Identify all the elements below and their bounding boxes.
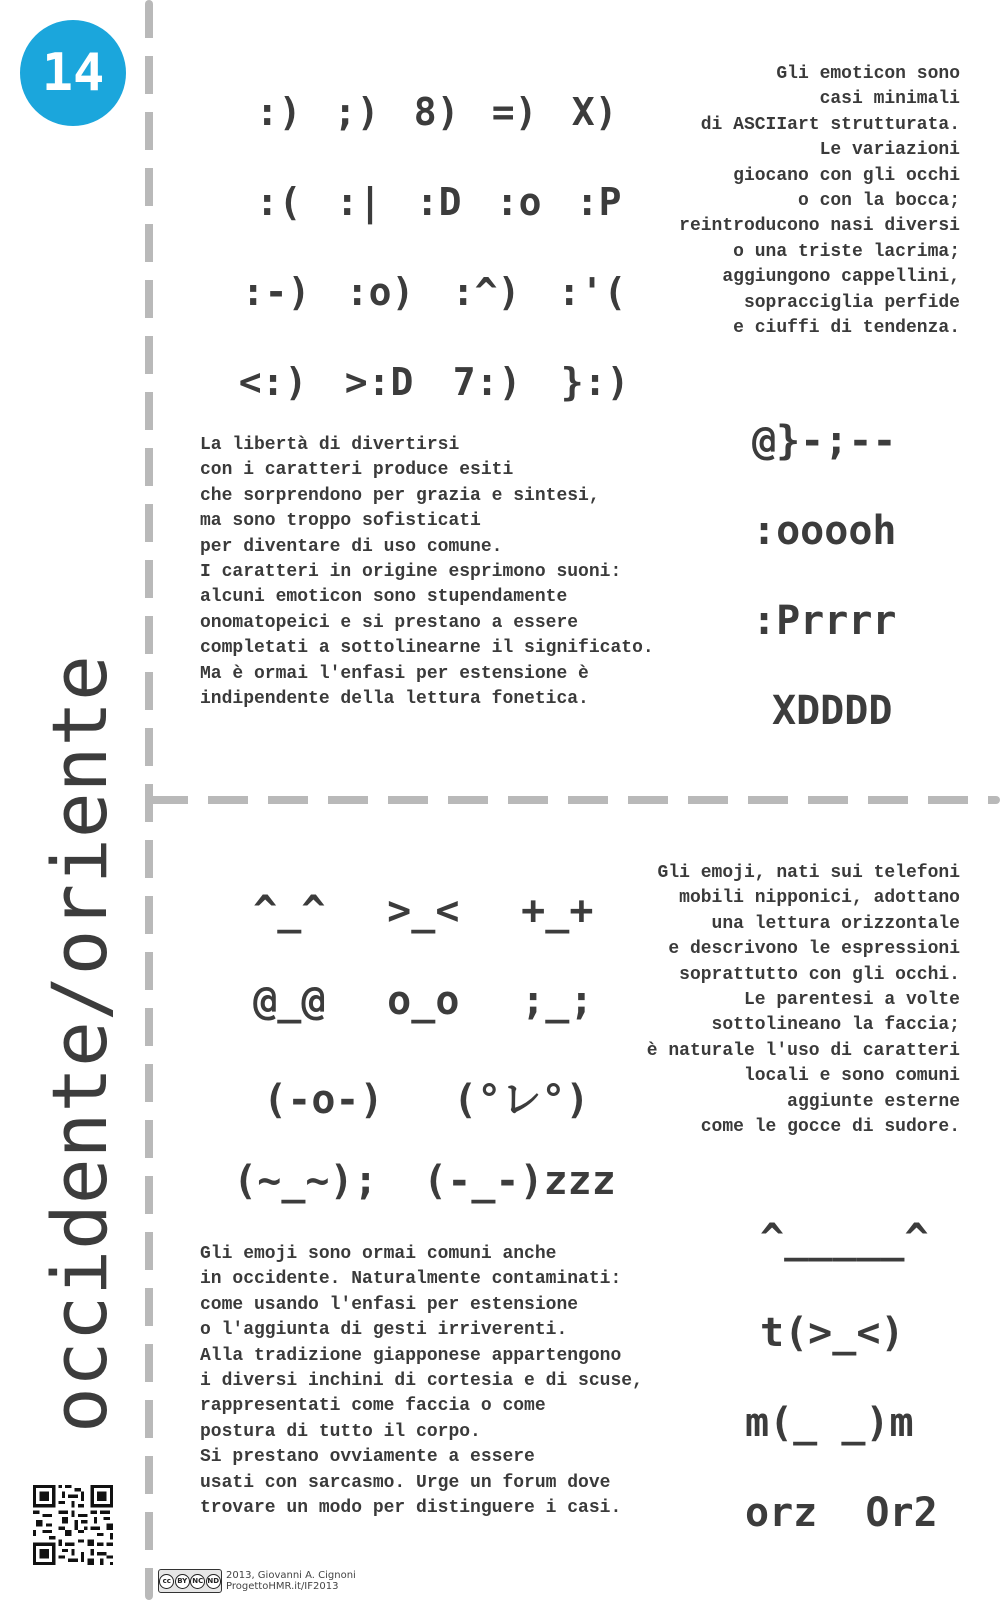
emoticon: :P (575, 180, 622, 224)
emoticon: :( (255, 180, 302, 224)
website-line: ProgettoHMR.it/IF2013 (226, 1581, 339, 1592)
emoji-row-2 (205, 932, 593, 1024)
text-line: di ASCIIart strutturata. (700, 114, 960, 135)
text-line: locali e sono comuni (743, 1066, 960, 1087)
emoji: @_@ (253, 978, 326, 1024)
freedom-description (200, 433, 654, 712)
emoticon: :^) (451, 270, 521, 314)
rose-emoticon: @}-;-- (752, 418, 897, 464)
emoticon: }:) (560, 360, 630, 404)
text-line: usati con sarcasmo. Urge un forum dove (200, 1472, 611, 1493)
page-number: 14 (41, 43, 105, 103)
emoji-row-4 (185, 1112, 616, 1204)
license-footer (158, 1569, 356, 1593)
text-line: una lettura orizzontale (711, 913, 960, 934)
emoji: o_o (387, 978, 460, 1024)
west-emoji-description (200, 1242, 643, 1521)
emoticon-row-3 (196, 226, 626, 314)
cc-icon: cc (159, 1574, 174, 1589)
text-line: sopracciglia perfide (743, 292, 960, 313)
text-line: o con la bocca; (797, 191, 960, 212)
text-line: casi minimali (819, 89, 960, 110)
emoji: (°レ°) (453, 1077, 590, 1123)
emoji-row-1 (205, 842, 593, 934)
emoji: (-_-)zzz (423, 1158, 616, 1204)
copyright-line: 2013, Giovanni A. Cignoni (226, 1570, 356, 1581)
text-line: è naturale l'uso di caratteri (646, 1040, 960, 1061)
text-line: e descrivono le espressioni (668, 939, 960, 960)
text-line: o una triste lacrima; (733, 241, 960, 262)
emoticon: <:) (238, 360, 308, 404)
ooooh-emoticon: :ooooh (752, 508, 897, 554)
emoji: ^_^ (253, 888, 326, 934)
text-line: aggiungono cappellini, (722, 267, 960, 288)
emoji: +_+ (521, 888, 594, 934)
emoticon: :D (415, 180, 462, 224)
text-line: Ma è ormai l'enfasi per estensione è (200, 663, 589, 684)
text-line: giocano con gli occhi (733, 165, 960, 186)
text-line: Alla tradizione giapponese appartengono (200, 1345, 622, 1366)
emoticon: 8) (413, 90, 460, 134)
emoticon: >:D (344, 360, 414, 404)
text-line: come usando l'enfasi per estensione (200, 1294, 579, 1315)
text-line: ma sono troppo sofisticati (200, 511, 481, 532)
emoji: (~_~); (233, 1158, 378, 1204)
emoticon: X) (571, 90, 618, 134)
text-line: rappresentati come faccia o come (200, 1396, 546, 1417)
emoticon: :| (335, 180, 382, 224)
text-line: Si prestano ovviamente a essere (200, 1447, 535, 1468)
creative-commons-icon (158, 1569, 222, 1593)
text-line: indipendente della lettura fonetica. (200, 689, 589, 710)
text-line: in occidente. Naturalmente contaminati: (200, 1269, 622, 1290)
emoticon-row-2 (210, 136, 622, 224)
text-line: come le gocce di sudore. (700, 1117, 960, 1138)
emoji: ;_; (521, 978, 594, 1024)
emoticon: :) (255, 90, 302, 134)
text-line: e ciuffi di tendenza. (733, 318, 960, 339)
emoticon: :-) (241, 270, 311, 314)
text-line: per diventare di uso comune. (200, 536, 503, 557)
page-number-badge (20, 20, 126, 126)
xdddd-emoticon: XDDDD (772, 688, 893, 734)
emoji: >_< (387, 888, 460, 934)
orz-emoji: orz Or2 (745, 1490, 938, 1536)
emoticon: :o (495, 180, 542, 224)
text-line: trovare un modo per distinguere i casi. (200, 1498, 622, 1519)
text-line: Le variazioni (819, 140, 960, 161)
text-line: Le parentesi a volte (743, 990, 960, 1011)
text-line: o l'aggiunta di gesti irriverenti. (200, 1320, 568, 1341)
emoticon-description (679, 62, 960, 341)
prrrr-emoticon: :Prrrr (752, 598, 897, 644)
nd-icon: ND (206, 1574, 221, 1589)
text-line: reintroducono nasi diversi (679, 216, 960, 237)
emoji-row-3 (215, 1022, 590, 1125)
text-line: I caratteri in origine esprimono suoni: (200, 562, 622, 583)
emoticon: 7:) (452, 360, 522, 404)
middle-finger-emoji: t(>_<) (760, 1310, 905, 1356)
emoji: (-o-) (263, 1077, 384, 1123)
text-line: sottolineano la faccia; (711, 1015, 960, 1036)
text-line: postura di tutto il corpo. (200, 1421, 481, 1442)
text-line: aggiunte esterne (787, 1091, 960, 1112)
qr-code-icon (33, 1485, 113, 1565)
text-line: che sorprendono per grazia e sintesi, (200, 485, 600, 506)
emoticon: =) (491, 90, 538, 134)
text-line: con i caratteri produce esiti (200, 460, 514, 481)
emoticon-row-4 (193, 316, 629, 404)
emoticon: ;) (333, 90, 380, 134)
text-line: onomatopeici e si prestano a essere (200, 612, 579, 633)
text-line: i diversi inchini di cortesia e di scuse, (200, 1371, 643, 1392)
by-icon: BY (175, 1574, 190, 1589)
license-text (226, 1570, 356, 1592)
emoticon: :'( (557, 270, 627, 314)
text-line: soprattutto con gli occhi. (679, 964, 960, 985)
nc-icon: NC (190, 1574, 205, 1589)
text-line: Gli emoji sono ormai comuni anche (200, 1244, 557, 1264)
emoticon: :o) (345, 270, 415, 314)
text-line: mobili nipponici, adottano (679, 888, 960, 909)
horizontal-divider (148, 796, 1000, 804)
text-line: Gli emoticon sono (776, 64, 960, 84)
text-line: Gli emoji, nati sui telefoni (657, 863, 960, 883)
emoticon-row-1 (210, 46, 618, 134)
bowing-emoji: m(_ _)m (745, 1400, 914, 1446)
vertical-title: occidente/oriente (35, 655, 124, 1433)
text-line: La libertà di divertirsi (200, 435, 460, 455)
happy-wide-emoji: ^_____^ (760, 1216, 929, 1262)
text-line: alcuni emoticon sono stupendamente (200, 587, 568, 608)
text-line: completati a sottolinearne il significato. (200, 638, 654, 659)
emoji-description (647, 861, 960, 1140)
